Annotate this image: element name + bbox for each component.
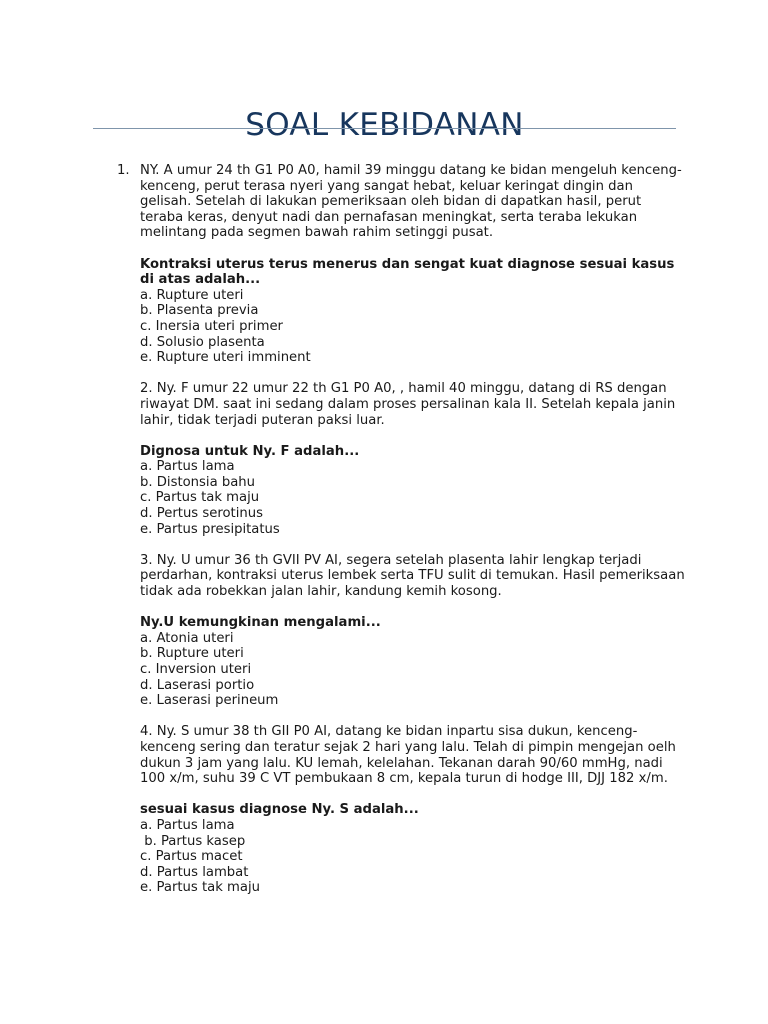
answer-option: a. Partus lama [140,459,235,475]
question-list [117,163,685,896]
answer-option: d. Laserasi portio [140,677,255,693]
answer-option: d. Partus lambat [140,864,249,880]
answer-option: a. Partus lama [140,817,235,833]
answer-option: c. Partus macet [140,849,243,865]
answer-option: a. Atonia uteri [140,630,234,646]
answer-option: d. Solusio plasenta [140,334,265,350]
question-case-text: 2. Ny. F umur 22 umur 22 th G1 P0 A0, , hamil 40 minggu, datang di RS dengan riwayat DM. saat ini sedang dalam proses persalinan kala II. Setelah kepala janin lahir, tidak terjadi puteran paksi luar. [140,381,676,428]
question-case-text: 4. Ny. S umur 38 th GII P0 AI, datang ke bidan inpartu sisa dukun, kenceng-kenceng sering dan teratur sejak 2 hari yang lalu. Telah di pimpin mengejan oelh dukun 3 jam yang lalu. KU lemah, kelelahan. Tekanan darah 90/60 mmHg, nadi 100 x/m, suhu 39 C VT pembukaan 8 cm, kepala turun di hodge III, DJJ 182 x/m. [140,724,676,787]
question-prompt: Dignosa untuk Ny. F adalah... [140,443,360,459]
answer-option: e. Rupture uteri imminent [140,350,311,366]
answer-option: d. Pertus serotinus [140,506,263,522]
answer-option: b. Partus kasep [140,833,246,849]
answer-option: a. Rupture uteri [140,287,244,303]
question-case-text: NY. A umur 24 th G1 P0 A0, hamil 39 minggu datang ke bidan mengeluh kenceng-kenceng, perut terasa nyeri yang sangat hebat, keluar keringat dingin dan gelisah. Setelah di lakukan pemeriksaan oleh bidan di dapatkan hasil, perut teraba keras, denyut nadi dan pernafasan meningkat, serta teraba lekukan melintang pada segmen bawah rahim setinggi pusat. [140,163,682,241]
answer-option: b. Rupture uteri [140,646,244,662]
answer-option: b. Plasenta previa [140,303,259,319]
question-prompt: sesuai kasus diagnose Ny. S adalah... [140,802,419,818]
answer-option: e. Partus presipitatus [140,521,280,537]
question-number: 1. [117,163,130,178]
answer-option: b. Distonsia bahu [140,474,256,490]
question-prompt: Ny.U kemungkinan mengalami... [140,615,381,631]
question-1 [117,163,685,241]
title-divider [93,128,676,129]
answer-option: e. Laserasi perineum [140,693,279,709]
question-prompt: Kontraksi uterus terus menerus dan sengat kuat diagnose sesuai kasus di atas adalah... [140,256,675,288]
page-title: SOAL KEBIDANAN [245,106,524,143]
answer-option: c. Inversion uteri [140,662,252,677]
question-case-text: 3. Ny. U umur 36 th GVII PV AI, segera setelah plasenta lahir lengkap terjadi perdarhan, kontraksi uterus lembek serta TFU sulit di temukan. Hasil pemeriksaan tidak ada robekkan jalan lahir, kandung kemih kosong. [140,552,685,600]
answer-option: c. Partus tak maju [140,490,260,506]
answer-option: c. Inersia uteri primer [140,318,283,334]
answer-option: e. Partus tak maju [140,880,260,896]
